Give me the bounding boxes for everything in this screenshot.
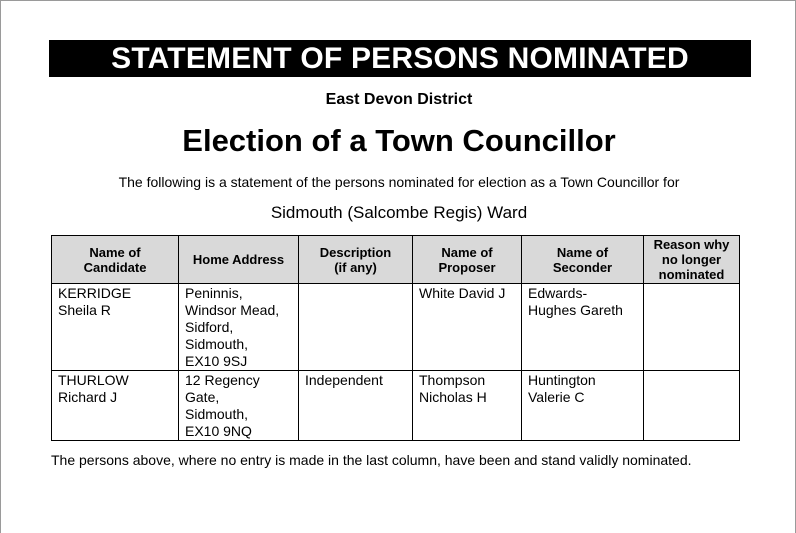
reason-cell: [644, 284, 740, 371]
candidate-cell: KERRIDGE Sheila R: [52, 284, 179, 371]
description-cell: Independent: [299, 371, 413, 441]
address-cell: 12 Regency Gate, Sidmouth, EX10 9NQ: [179, 371, 299, 441]
proposer-cell: White David J: [413, 284, 522, 371]
header-reason-no-longer-nominated: Reason why no longer nominated: [644, 236, 740, 284]
header-home-address: Home Address: [179, 236, 299, 284]
header-description: Description (if any): [299, 236, 413, 284]
ward-name: Sidmouth (Salcombe Regis) Ward: [270, 203, 528, 222]
intro-statement: The following is a statement of the persons nominated for election as a Town Councillor for: [118, 174, 680, 190]
address-cell: Peninnis, Windsor Mead, Sidford, Sidmouth, EX10 9SJ: [179, 284, 299, 371]
statement-banner-title: STATEMENT OF PERSONS NOMINATED: [49, 40, 751, 77]
table-row: [52, 371, 740, 441]
seconder-cell: Edwards- Hughes Gareth: [522, 284, 644, 371]
header-name-of-seconder: Name of Seconder: [522, 236, 644, 284]
header-name-of-candidate: Name of Candidate: [52, 236, 179, 284]
proposer-cell: Thompson Nicholas H: [413, 371, 522, 441]
district-name: East Devon District: [325, 91, 473, 108]
description-cell: [299, 284, 413, 371]
election-title: Election of a Town Councillor: [182, 123, 616, 158]
candidate-cell: THURLOW Richard J: [52, 371, 179, 441]
nominations-table: [51, 235, 740, 441]
reason-cell: [644, 371, 740, 441]
seconder-cell: Huntington Valerie C: [522, 371, 644, 441]
validity-footnote: The persons above, where no entry is made in the last column, have been and stand validly nominated.: [51, 452, 692, 468]
table-row: [52, 284, 740, 371]
header-name-of-proposer: Name of Proposer: [413, 236, 522, 284]
table-header-row: [52, 236, 740, 284]
